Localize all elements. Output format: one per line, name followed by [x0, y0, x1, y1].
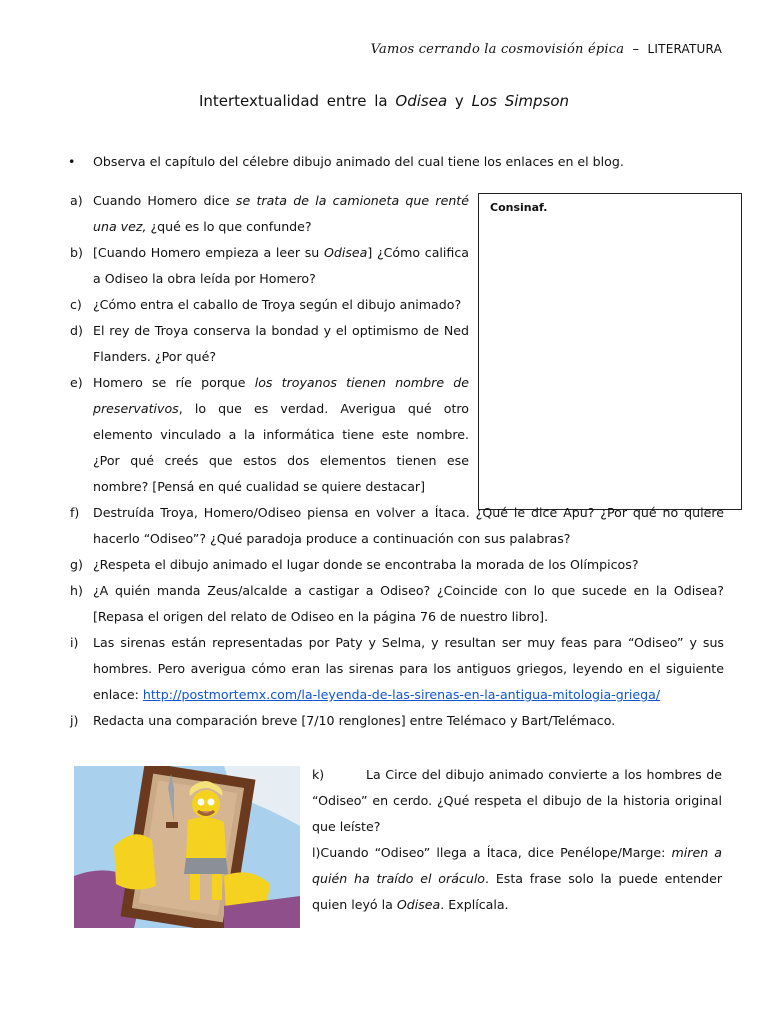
question-e — [70, 370, 724, 500]
question-e-text: Homero se ríe porque — [93, 375, 255, 390]
question-h-mark: h) — [70, 583, 83, 598]
lower-question-column — [312, 762, 722, 918]
question-g-text: ¿Respeta el dibujo animado el lugar donde se encontraba la morada de los Olímpicos? — [93, 557, 639, 572]
question-a-mark: a) — [70, 193, 83, 208]
answer-box-label: Consinaf. — [490, 201, 548, 214]
question-e-mark: e) — [70, 375, 83, 390]
intro-text: Observa el capítulo del célebre dibujo animado del cual tiene los enlaces en el blog. — [93, 154, 624, 169]
question-i-mark: i) — [70, 635, 79, 650]
question-e-quote: los troyanos tienen nombre de preservativos — [93, 375, 469, 416]
question-l-work: Odisea — [396, 897, 441, 912]
question-l-quote: miren a quién ha traído el oráculo — [312, 845, 722, 886]
question-f — [70, 500, 724, 552]
question-g — [70, 552, 724, 578]
question-list — [70, 188, 724, 734]
title-work-odisea: Odisea — [395, 92, 448, 110]
question-a-quote: se trata de la camioneta que renté una vez, — [93, 193, 469, 234]
question-i-text: Las sirenas están representadas por Paty y Selma, y resultan ser muy feas para “Odiseo” y sus hombres. Pero averigua cómo eran las sirenas para los antiguos griegos, leyendo en el siguiente enlace: — [93, 635, 724, 702]
question-j — [70, 708, 724, 734]
portrait-illustration — [74, 766, 300, 928]
question-a-text-end: ¿qué es lo que confunde? — [146, 219, 312, 234]
intro-bullet — [68, 154, 728, 169]
question-k-text: La Circe del dibujo animado convierte a los hombres de “Odiseo” en cerdo. ¿Qué respeta el dibujo de la historia original que leíste? — [312, 767, 722, 834]
question-d — [70, 318, 724, 370]
question-b — [70, 240, 724, 292]
question-b-text: [Cuando Homero empieza a leer su — [93, 245, 324, 260]
homer-odysseus-portrait-image — [74, 766, 300, 928]
question-l-mark: l) — [312, 845, 321, 860]
question-b-text-end: ] ¿Cómo califica a Odiseo la obra leída por Homero? — [93, 245, 469, 286]
question-l-text: Cuando “Odiseo” llega a Ítaca, dice Penélope/Marge: — [320, 845, 672, 860]
question-f-mark: f) — [70, 505, 80, 520]
question-h-text: ¿A quién manda Zeus/alcalde a castigar a Odiseo? ¿Coincide con lo que sucede en la Odisea? [Repasa el origen del relato de Odiseo en la página 76 de nuestro libro]. — [93, 583, 724, 624]
question-g-mark: g) — [70, 557, 83, 572]
page-header — [0, 42, 722, 57]
title-connector: y — [454, 92, 464, 110]
question-b-work: Odisea — [323, 245, 368, 260]
question-c-mark: c) — [70, 297, 82, 312]
question-k-mark: k) — [312, 767, 325, 782]
question-c-text: ¿Cómo entra el caballo de Troya según el dibujo animado? — [93, 297, 462, 312]
title-work-simpson: Los Simpson — [471, 92, 570, 110]
header-separator: – — [632, 42, 640, 57]
document-title — [0, 92, 768, 110]
title-prefix: Intertextualidad entre la — [198, 92, 388, 110]
question-l-text-mid: . Esta frase solo la puede entender quien leyó la — [312, 871, 723, 912]
question-h — [70, 578, 724, 630]
course-title: Vamos cerrando la cosmovisión épica — [370, 42, 625, 57]
question-a-text: Cuando Homero dice — [93, 193, 236, 208]
question-j-mark: j) — [70, 713, 79, 728]
question-a — [70, 188, 724, 240]
question-j-text: Redacta una comparación breve [7/10 renglones] entre Telémaco y Bart/Telémaco. — [93, 713, 616, 728]
question-f-text: Destruída Troya, Homero/Odiseo piensa en volver a Ítaca. ¿Qué le dice Apu? ¿Por qué no quiere hacerlo “Odiseo”? ¿Qué paradoja produce a continuación con sus palabras? — [93, 505, 724, 546]
sirenas-link[interactable]: http://postmortemx.com/la-leyenda-de-las-sirenas-en-la-antigua-mitologia-griega/ — [142, 687, 661, 702]
bullet-dot-icon: • — [68, 154, 76, 169]
question-b-mark: b) — [70, 245, 83, 260]
question-l-text-end: . Explícala. — [440, 897, 509, 912]
subject-label: LITERATURA — [647, 42, 722, 56]
question-d-mark: d) — [70, 323, 83, 338]
question-i — [70, 630, 724, 708]
question-d-text: El rey de Troya conserva la bondad y el optimismo de Ned Flanders. ¿Por qué? — [93, 323, 469, 364]
question-k — [312, 762, 722, 840]
question-c — [70, 292, 724, 318]
question-l — [312, 840, 722, 918]
question-e-text-end: , lo que es verdad. Averigua qué otro elemento vinculado a la informática tiene este nombre. ¿Por qué creés que estos dos elementos tienen ese nombre? [Pensá en qué cualidad se quiere destacar] — [93, 401, 469, 494]
